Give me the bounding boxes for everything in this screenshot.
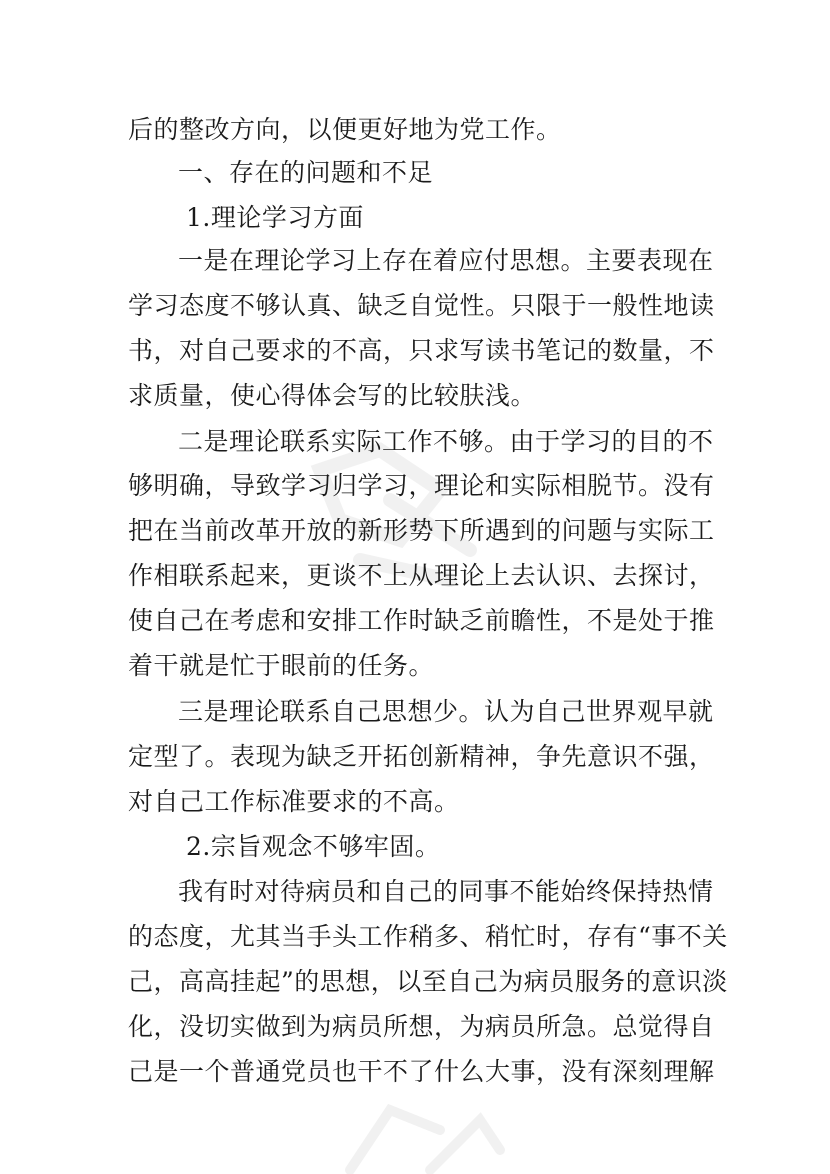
paragraph-4-line-1: 我有时对待病员和自己的同事不能始终保持热情	[178, 877, 714, 906]
paragraph-1-line-3: 书，对自己要求的不高，只求写读书笔记的数量，不	[128, 336, 715, 365]
paragraph-2-line-6: 着干就是忙于眼前的任务。	[128, 651, 435, 680]
subsection-heading-2: 2.宗旨观念不够牢固。	[186, 832, 441, 861]
paragraph-2-line-1: 二是理论联系实际工作不够。由于学习的目的不	[178, 427, 714, 456]
paragraph-4-line-5: 己是一个普通党员也干不了什么大事，没有深刻理解	[128, 1057, 715, 1086]
paragraph-3-line-1: 三是理论联系自己思想少。认为自己世界观早就	[178, 697, 714, 726]
paragraph-1-line-1: 一是在理论学习上存在着应付思想。主要表现在	[178, 246, 714, 275]
watermark-stamp	[330, 1090, 510, 1174]
paragraph-2-line-5: 使自己在考虑和安排工作时缺乏前瞻性，不是处于推	[128, 606, 715, 635]
paragraph-1-line-2: 学习态度不够认真、缺乏自觉性。只限于一般性地读	[128, 291, 715, 320]
paragraph-4-line-3: 己，高高挂起”的思想，以至自己为病员服务的意识淡	[128, 967, 728, 996]
paragraph-1-line-4: 求质量，使心得体会写的比较肤浅。	[128, 381, 537, 410]
paragraph-4-line-2: 的态度，尤其当手头工作稍多、稍忙时，存有“事不关	[128, 922, 728, 951]
subsection-heading-1: 1.理论学习方面	[186, 203, 364, 232]
paragraph-3-line-2: 定型了。表现为缺乏开拓创新精神，争先意识不强，	[128, 742, 715, 771]
paragraph-2-line-2: 够明确，导致学习归学习，理论和实际相脱节。没有	[128, 471, 715, 500]
paragraph-3-line-3: 对自己工作标准要求的不高。	[128, 787, 460, 816]
section-heading: 一、存在的问题和不足	[178, 158, 434, 187]
paragraph-2-line-3: 把在当前改革开放的新形势下所遇到的问题与实际工	[128, 516, 715, 545]
paragraph-4-line-4: 化，没切实做到为病员所想，为病员所急。总觉得自	[128, 1012, 715, 1041]
paragraph-2-line-4: 作相联系起来，更谈不上从理论上去认识、去探讨，	[128, 561, 715, 590]
line-1: 后的整改方向，以便更好地为党工作。	[128, 115, 562, 144]
